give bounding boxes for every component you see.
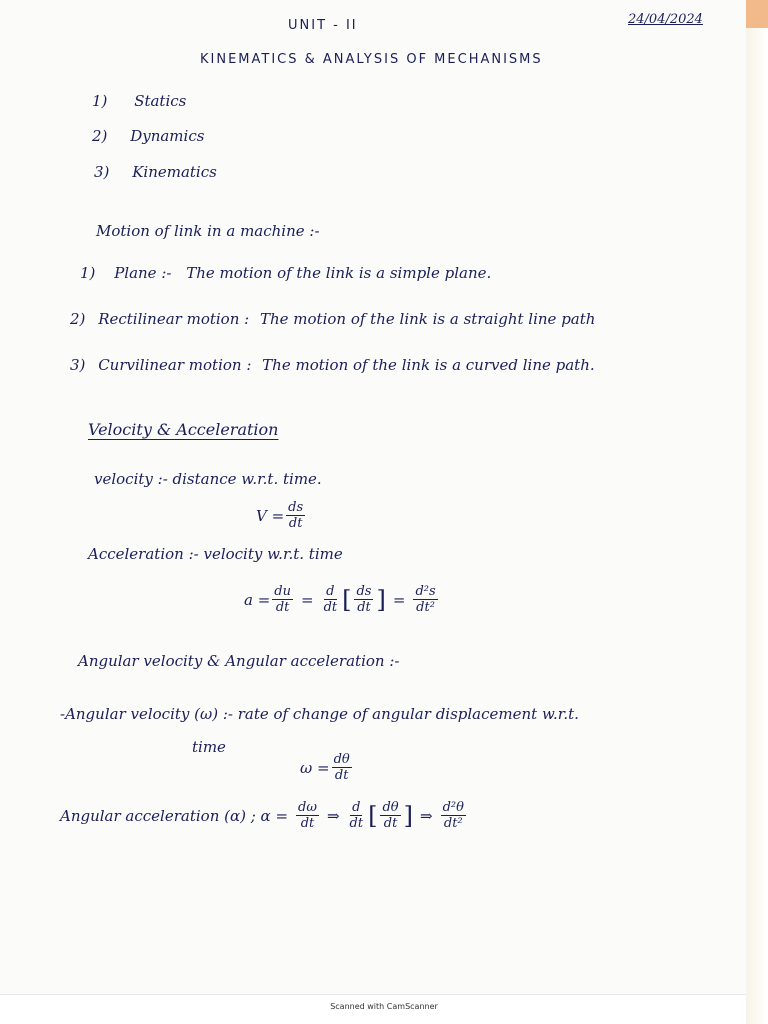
fraction: $\frac{ds}{dt}$	[288, 500, 304, 531]
list-item	[70, 356, 595, 374]
bracket-open-icon: [	[342, 585, 352, 614]
item-text: Statics	[134, 92, 187, 110]
angular-acceleration-formula	[60, 800, 468, 831]
fraction: $\frac{du}{dt}$	[274, 584, 291, 615]
section-heading: Motion of link in a machine :-	[96, 222, 320, 240]
fraction: $\frac{d\theta}{dt}$	[382, 800, 399, 831]
formula-lhs: ω =	[300, 758, 330, 777]
list-item	[92, 92, 186, 110]
item-number: 2)	[70, 310, 86, 328]
fraction: $\frac{\text{d²s}}{\text{dt²}}$	[415, 584, 436, 615]
fraction: $\frac{d\theta}{dt}$	[333, 752, 350, 783]
formula-lhs: a =	[244, 590, 271, 609]
page-edge	[746, 0, 768, 1024]
list-item	[92, 127, 204, 145]
item-label: Curvilinear motion :	[98, 356, 252, 374]
item-label: Plane :-	[114, 264, 172, 282]
item-text: The motion of the link is a curved line path.	[262, 356, 595, 374]
formula-label: Angular acceleration (α) ; α =	[60, 806, 289, 825]
list-item	[80, 264, 491, 282]
velocity-formula	[256, 500, 307, 531]
unit-label: UNIT - II	[288, 18, 358, 33]
fraction: $\frac{\text{d²θ}}{\text{dt²}}$	[442, 800, 464, 831]
acceleration-definition: Acceleration :- velocity w.r.t. time	[88, 545, 343, 563]
list-item	[94, 163, 217, 181]
formula-lhs: V =	[256, 506, 285, 525]
item-text: Dynamics	[130, 127, 205, 145]
fraction: $\frac{ds}{dt}$	[356, 584, 372, 615]
angular-velocity-definition: -Angular velocity (ω) :- rate of change of angular displacement w.r.t.	[60, 705, 579, 723]
bracket-open-icon: [	[368, 801, 378, 830]
item-number: 2)	[92, 127, 108, 145]
bracket-close-icon: ]	[376, 585, 386, 614]
acceleration-formula	[244, 584, 440, 615]
implies-arrow-icon: ⇒	[420, 806, 433, 825]
equals-sign: =	[300, 590, 314, 609]
page-corner	[746, 0, 768, 28]
item-number: 1)	[92, 92, 108, 110]
fraction: $\frac{d\omega}{dt}$	[298, 800, 317, 831]
scanner-watermark: Scanned with CamScanner	[330, 1002, 438, 1011]
bracket-close-icon: ]	[403, 801, 413, 830]
item-number: 3)	[94, 163, 110, 181]
item-text: The motion of the link is a straight line path	[259, 310, 596, 328]
item-text: The motion of the link is a simple plane.	[186, 264, 492, 282]
list-item	[70, 310, 595, 328]
implies-arrow-icon: ⇒	[326, 806, 340, 825]
fraction: $\frac{d}{dt}$	[349, 800, 364, 831]
item-number: 1)	[80, 264, 96, 282]
section-heading: Angular velocity & Angular acceleration :-	[78, 652, 400, 670]
date-label: 24/04/2024	[628, 12, 703, 27]
fraction: $\frac{d}{dt}$	[323, 584, 338, 615]
item-text: Kinematics	[132, 163, 217, 181]
item-number: 3)	[70, 356, 86, 374]
section-heading: Velocity & Acceleration	[88, 420, 279, 439]
angular-velocity-formula	[300, 752, 354, 783]
page-title: KINEMATICS & ANALYSIS OF MECHANISMS	[200, 52, 543, 67]
angular-velocity-definition-cont: time	[192, 738, 226, 756]
item-label: Rectilinear motion :	[98, 310, 250, 328]
equals-sign: =	[392, 590, 406, 609]
velocity-definition: velocity :- distance w.r.t. time.	[94, 470, 322, 488]
